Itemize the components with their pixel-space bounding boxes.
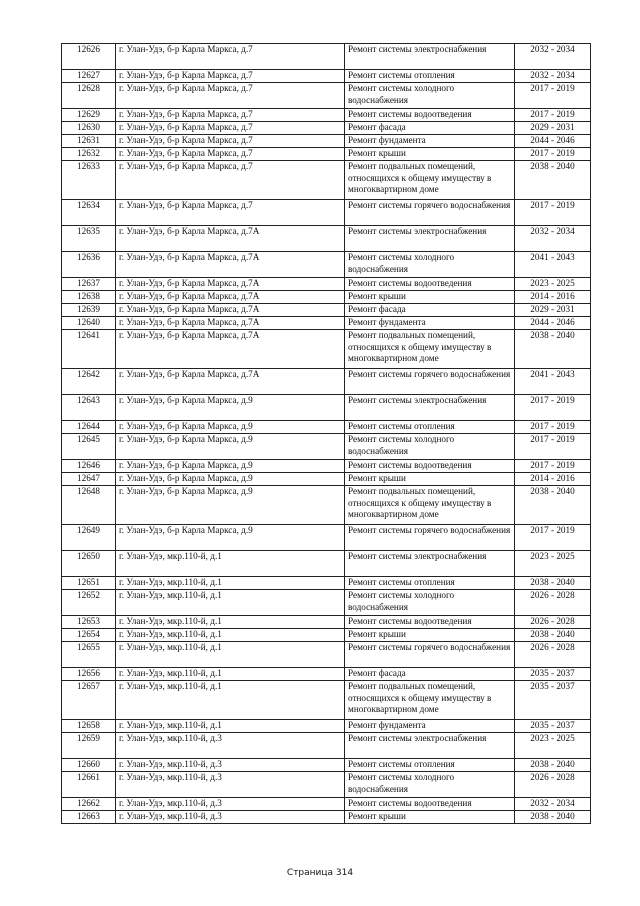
row-work-type: Ремонт системы отопления bbox=[345, 759, 515, 772]
row-work-type: Ремонт системы горячего водоснабжения bbox=[345, 642, 515, 668]
row-period: 2038 - 2040 bbox=[515, 161, 591, 200]
row-period: 2017 - 2019 bbox=[515, 421, 591, 434]
row-work-type: Ремонт системы холодного водоснабжения bbox=[345, 772, 515, 798]
row-period: 2041 - 2043 bbox=[515, 252, 591, 278]
row-period: 2038 - 2040 bbox=[515, 629, 591, 642]
row-period: 2023 - 2025 bbox=[515, 278, 591, 291]
row-period: 2044 - 2046 bbox=[515, 317, 591, 330]
row-period: 2017 - 2019 bbox=[515, 148, 591, 161]
row-number: 12632 bbox=[62, 148, 116, 161]
row-number: 12629 bbox=[62, 109, 116, 122]
table-row bbox=[62, 148, 591, 161]
row-period: 2038 - 2040 bbox=[515, 759, 591, 772]
row-period: 2038 - 2040 bbox=[515, 811, 591, 824]
row-number: 12655 bbox=[62, 642, 116, 668]
table-row bbox=[62, 252, 591, 278]
row-number: 12635 bbox=[62, 226, 116, 252]
row-number: 12638 bbox=[62, 291, 116, 304]
table-row bbox=[62, 772, 591, 798]
table-row bbox=[62, 525, 591, 551]
table-row bbox=[62, 421, 591, 434]
row-address: г. Улан-Удэ, б-р Карла Маркса, д.7 bbox=[116, 44, 345, 70]
table-row bbox=[62, 161, 591, 200]
row-address: г. Улан-Удэ, б-р Карла Маркса, д.7А bbox=[116, 278, 345, 291]
row-number: 12656 bbox=[62, 668, 116, 681]
row-work-type: Ремонт фундамента bbox=[345, 317, 515, 330]
row-period: 2029 - 2031 bbox=[515, 122, 591, 135]
table-row bbox=[62, 330, 591, 369]
row-number: 12648 bbox=[62, 486, 116, 525]
row-address: г. Улан-Удэ, мкр.110-й, д.3 bbox=[116, 811, 345, 824]
row-number: 12627 bbox=[62, 70, 116, 83]
row-work-type: Ремонт системы горячего водоснабжения bbox=[345, 200, 515, 226]
repair-schedule-body bbox=[62, 44, 591, 824]
row-address: г. Улан-Удэ, мкр.110-й, д.3 bbox=[116, 772, 345, 798]
table-row bbox=[62, 681, 591, 720]
table-row bbox=[62, 317, 591, 330]
row-address: г. Улан-Удэ, мкр.110-й, д.1 bbox=[116, 629, 345, 642]
table-row bbox=[62, 759, 591, 772]
row-number: 12657 bbox=[62, 681, 116, 720]
row-work-type: Ремонт системы электроснабжения bbox=[345, 733, 515, 759]
row-address: г. Улан-Удэ, б-р Карла Маркса, д.9 bbox=[116, 486, 345, 525]
table-row bbox=[62, 473, 591, 486]
row-number: 12641 bbox=[62, 330, 116, 369]
row-work-type: Ремонт подвальных помещений, относящихся к общему имуществу в многоквартирном доме bbox=[345, 486, 515, 525]
row-address: г. Улан-Удэ, б-р Карла Маркса, д.7 bbox=[116, 148, 345, 161]
row-work-type: Ремонт системы отопления bbox=[345, 421, 515, 434]
row-address: г. Улан-Удэ, б-р Карла Маркса, д.7 bbox=[116, 200, 345, 226]
table-row bbox=[62, 434, 591, 460]
row-number: 12644 bbox=[62, 421, 116, 434]
row-number: 12630 bbox=[62, 122, 116, 135]
row-number: 12642 bbox=[62, 369, 116, 395]
row-number: 12636 bbox=[62, 252, 116, 278]
row-work-type: Ремонт системы водоотведения bbox=[345, 278, 515, 291]
row-period: 2023 - 2025 bbox=[515, 551, 591, 577]
table-row bbox=[62, 668, 591, 681]
row-period: 2014 - 2016 bbox=[515, 291, 591, 304]
row-number: 12631 bbox=[62, 135, 116, 148]
row-number: 12658 bbox=[62, 720, 116, 733]
row-number: 12650 bbox=[62, 551, 116, 577]
row-address: г. Улан-Удэ, б-р Карла Маркса, д.7А bbox=[116, 226, 345, 252]
row-number: 12654 bbox=[62, 629, 116, 642]
row-work-type: Ремонт фундамента bbox=[345, 720, 515, 733]
table-row bbox=[62, 83, 591, 109]
row-number: 12637 bbox=[62, 278, 116, 291]
row-number: 12660 bbox=[62, 759, 116, 772]
row-work-type: Ремонт системы водоотведения bbox=[345, 460, 515, 473]
row-address: г. Улан-Удэ, б-р Карла Маркса, д.7А bbox=[116, 304, 345, 317]
table-row bbox=[62, 798, 591, 811]
row-address: г. Улан-Удэ, б-р Карла Маркса, д.7 bbox=[116, 109, 345, 122]
row-period: 2017 - 2019 bbox=[515, 395, 591, 421]
table-row bbox=[62, 109, 591, 122]
row-period: 2038 - 2040 bbox=[515, 330, 591, 369]
row-address: г. Улан-Удэ, б-р Карла Маркса, д.7А bbox=[116, 330, 345, 369]
row-number: 12647 bbox=[62, 473, 116, 486]
row-work-type: Ремонт системы холодного водоснабжения bbox=[345, 252, 515, 278]
row-number: 12643 bbox=[62, 395, 116, 421]
row-work-type: Ремонт фасада bbox=[345, 668, 515, 681]
row-period: 2032 - 2034 bbox=[515, 70, 591, 83]
row-work-type: Ремонт системы холодного водоснабжения bbox=[345, 434, 515, 460]
row-period: 2017 - 2019 bbox=[515, 83, 591, 109]
row-number: 12634 bbox=[62, 200, 116, 226]
row-address: г. Улан-Удэ, мкр.110-й, д.3 bbox=[116, 759, 345, 772]
table-row bbox=[62, 642, 591, 668]
table-row bbox=[62, 629, 591, 642]
table-row bbox=[62, 395, 591, 421]
row-number: 12646 bbox=[62, 460, 116, 473]
row-work-type: Ремонт подвальных помещений, относящихся к общему имуществу в многоквартирном доме bbox=[345, 161, 515, 200]
row-address: г. Улан-Удэ, мкр.110-й, д.1 bbox=[116, 720, 345, 733]
row-period: 2041 - 2043 bbox=[515, 369, 591, 395]
row-work-type: Ремонт системы электроснабжения bbox=[345, 226, 515, 252]
row-number: 12649 bbox=[62, 525, 116, 551]
table-row bbox=[62, 551, 591, 577]
row-address: г. Улан-Удэ, мкр.110-й, д.1 bbox=[116, 668, 345, 681]
row-work-type: Ремонт подвальных помещений, относящихся к общему имуществу в многоквартирном доме bbox=[345, 681, 515, 720]
row-period: 2017 - 2019 bbox=[515, 525, 591, 551]
row-work-type: Ремонт крыши bbox=[345, 473, 515, 486]
table-row bbox=[62, 811, 591, 824]
repair-schedule-table bbox=[61, 43, 591, 824]
table-row bbox=[62, 369, 591, 395]
row-address: г. Улан-Удэ, мкр.110-й, д.1 bbox=[116, 577, 345, 590]
row-work-type: Ремонт системы электроснабжения bbox=[345, 551, 515, 577]
table-row bbox=[62, 733, 591, 759]
row-address: г. Улан-Удэ, мкр.110-й, д.1 bbox=[116, 590, 345, 616]
row-period: 2032 - 2034 bbox=[515, 44, 591, 70]
row-address: г. Улан-Удэ, б-р Карла Маркса, д.9 bbox=[116, 434, 345, 460]
row-period: 2026 - 2028 bbox=[515, 590, 591, 616]
row-work-type: Ремонт фасада bbox=[345, 122, 515, 135]
row-address: г. Улан-Удэ, б-р Карла Маркса, д.9 bbox=[116, 421, 345, 434]
row-period: 2038 - 2040 bbox=[515, 577, 591, 590]
row-address: г. Улан-Удэ, б-р Карла Маркса, д.7 bbox=[116, 135, 345, 148]
row-number: 12633 bbox=[62, 161, 116, 200]
row-period: 2035 - 2037 bbox=[515, 681, 591, 720]
row-period: 2035 - 2037 bbox=[515, 720, 591, 733]
row-address: г. Улан-Удэ, б-р Карла Маркса, д.7 bbox=[116, 70, 345, 83]
row-work-type: Ремонт фундамента bbox=[345, 135, 515, 148]
table-row bbox=[62, 278, 591, 291]
row-period: 2032 - 2034 bbox=[515, 226, 591, 252]
row-address: г. Улан-Удэ, мкр.110-й, д.1 bbox=[116, 616, 345, 629]
page-number: Страница 314 bbox=[286, 868, 354, 878]
row-work-type: Ремонт крыши bbox=[345, 811, 515, 824]
row-period: 2017 - 2019 bbox=[515, 109, 591, 122]
row-period: 2017 - 2019 bbox=[515, 460, 591, 473]
row-period: 2026 - 2028 bbox=[515, 642, 591, 668]
row-address: г. Улан-Удэ, б-р Карла Маркса, д.7 bbox=[116, 83, 345, 109]
row-period: 2023 - 2025 bbox=[515, 733, 591, 759]
row-work-type: Ремонт системы холодного водоснабжения bbox=[345, 83, 515, 109]
row-address: г. Улан-Удэ, б-р Карла Маркса, д.7 bbox=[116, 161, 345, 200]
row-period: 2014 - 2016 bbox=[515, 473, 591, 486]
row-work-type: Ремонт системы горячего водоснабжения bbox=[345, 369, 515, 395]
table-row bbox=[62, 226, 591, 252]
table-row bbox=[62, 44, 591, 70]
row-address: г. Улан-Удэ, мкр.110-й, д.1 bbox=[116, 551, 345, 577]
row-address: г. Улан-Удэ, б-р Карла Маркса, д.9 bbox=[116, 473, 345, 486]
row-number: 12651 bbox=[62, 577, 116, 590]
row-work-type: Ремонт системы водоотведения bbox=[345, 109, 515, 122]
row-address: г. Улан-Удэ, б-р Карла Маркса, д.7А bbox=[116, 252, 345, 278]
row-work-type: Ремонт крыши bbox=[345, 629, 515, 642]
row-address: г. Улан-Удэ, мкр.110-й, д.1 bbox=[116, 681, 345, 720]
row-period: 2017 - 2019 bbox=[515, 200, 591, 226]
row-number: 12662 bbox=[62, 798, 116, 811]
row-work-type: Ремонт крыши bbox=[345, 148, 515, 161]
table-row bbox=[62, 577, 591, 590]
row-work-type: Ремонт системы отопления bbox=[345, 70, 515, 83]
row-period: 2026 - 2028 bbox=[515, 772, 591, 798]
row-period: 2038 - 2040 bbox=[515, 486, 591, 525]
row-period: 2035 - 2037 bbox=[515, 668, 591, 681]
table-row bbox=[62, 304, 591, 317]
row-address: г. Улан-Удэ, мкр.110-й, д.1 bbox=[116, 642, 345, 668]
row-work-type: Ремонт системы горячего водоснабжения bbox=[345, 525, 515, 551]
row-address: г. Улан-Удэ, б-р Карла Маркса, д.7 bbox=[116, 122, 345, 135]
row-address: г. Улан-Удэ, б-р Карла Маркса, д.7А bbox=[116, 369, 345, 395]
table-row bbox=[62, 135, 591, 148]
row-number: 12639 bbox=[62, 304, 116, 317]
row-work-type: Ремонт системы холодного водоснабжения bbox=[345, 590, 515, 616]
row-number: 12663 bbox=[62, 811, 116, 824]
table-row bbox=[62, 590, 591, 616]
row-work-type: Ремонт системы водоотведения bbox=[345, 798, 515, 811]
row-work-type: Ремонт системы отопления bbox=[345, 577, 515, 590]
row-number: 12645 bbox=[62, 434, 116, 460]
row-work-type: Ремонт подвальных помещений, относящихся к общему имуществу в многоквартирном доме bbox=[345, 330, 515, 369]
row-work-type: Ремонт системы электроснабжения bbox=[345, 395, 515, 421]
row-number: 12653 bbox=[62, 616, 116, 629]
row-work-type: Ремонт системы электроснабжения bbox=[345, 44, 515, 70]
row-number: 12661 bbox=[62, 772, 116, 798]
table-row bbox=[62, 486, 591, 525]
row-address: г. Улан-Удэ, б-р Карла Маркса, д.7А bbox=[116, 291, 345, 304]
row-period: 2044 - 2046 bbox=[515, 135, 591, 148]
row-work-type: Ремонт крыши bbox=[345, 291, 515, 304]
row-number: 12659 bbox=[62, 733, 116, 759]
table-row bbox=[62, 291, 591, 304]
row-work-type: Ремонт системы водоотведения bbox=[345, 616, 515, 629]
row-period: 2032 - 2034 bbox=[515, 798, 591, 811]
row-number: 12626 bbox=[62, 44, 116, 70]
table-row bbox=[62, 460, 591, 473]
table-row bbox=[62, 122, 591, 135]
table-row bbox=[62, 720, 591, 733]
table-row bbox=[62, 70, 591, 83]
row-address: г. Улан-Удэ, б-р Карла Маркса, д.9 bbox=[116, 460, 345, 473]
row-work-type: Ремонт фасада bbox=[345, 304, 515, 317]
row-address: г. Улан-Удэ, б-р Карла Маркса, д.9 bbox=[116, 525, 345, 551]
table-row bbox=[62, 616, 591, 629]
table-row bbox=[62, 200, 591, 226]
row-address: г. Улан-Удэ, мкр.110-й, д.3 bbox=[116, 798, 345, 811]
row-period: 2026 - 2028 bbox=[515, 616, 591, 629]
row-number: 12652 bbox=[62, 590, 116, 616]
row-number: 12640 bbox=[62, 317, 116, 330]
row-number: 12628 bbox=[62, 83, 116, 109]
row-address: г. Улан-Удэ, б-р Карла Маркса, д.7А bbox=[116, 317, 345, 330]
row-address: г. Улан-Удэ, мкр.110-й, д.3 bbox=[116, 733, 345, 759]
row-period: 2017 - 2019 bbox=[515, 434, 591, 460]
row-period: 2029 - 2031 bbox=[515, 304, 591, 317]
row-address: г. Улан-Удэ, б-р Карла Маркса, д.9 bbox=[116, 395, 345, 421]
